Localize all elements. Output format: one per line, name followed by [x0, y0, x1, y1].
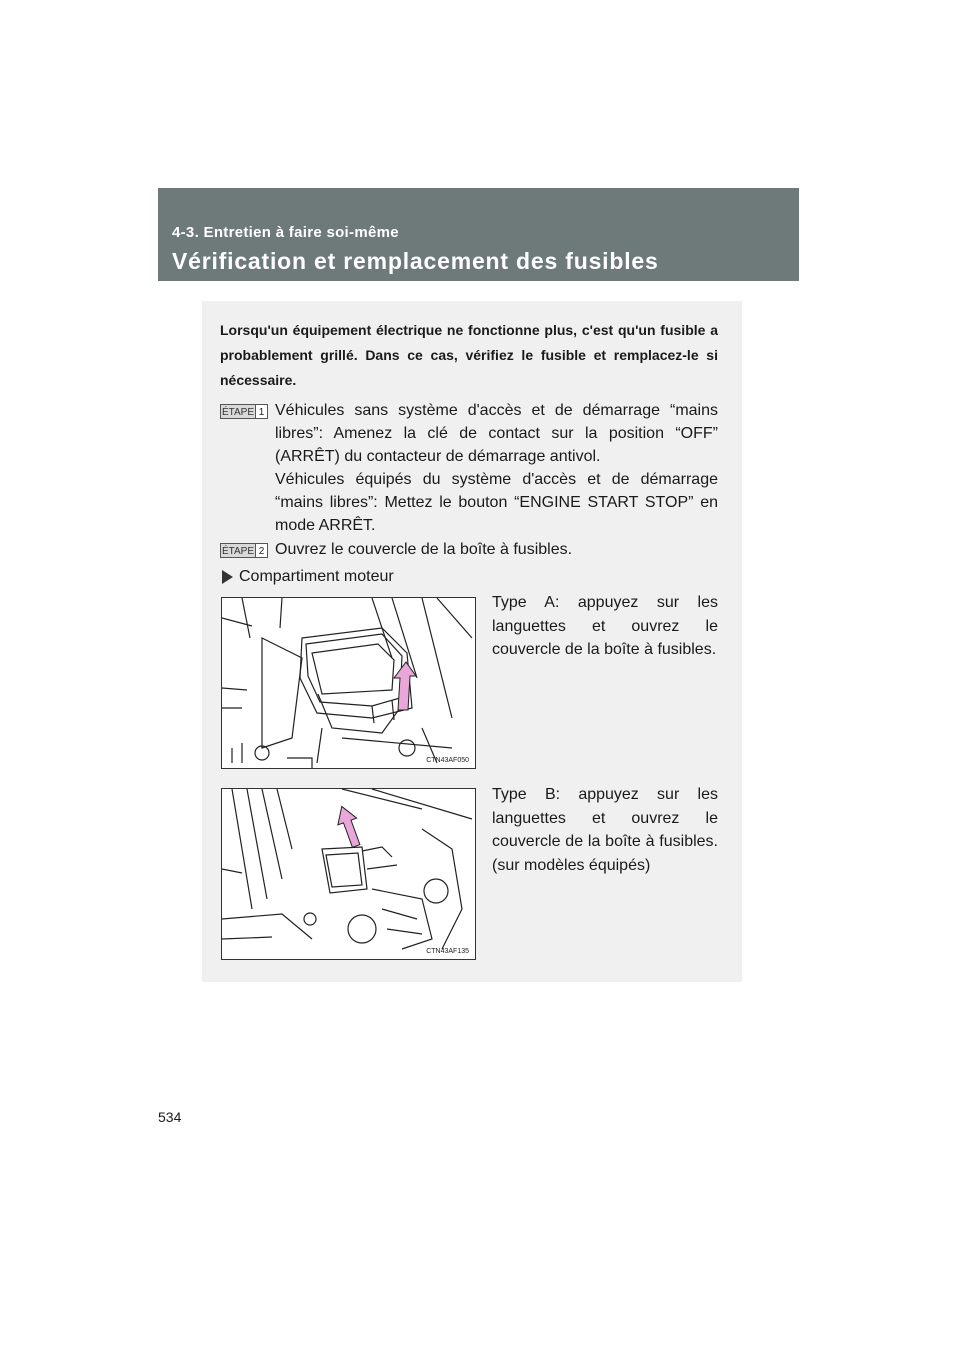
step-badge-label: ÉTAPE: [221, 407, 255, 418]
step-2-text: Ouvrez le couvercle de la boîte à fusibles.: [275, 541, 573, 558]
content-box: [202, 301, 742, 982]
page-title: Vérification et remplacement des fusibles: [172, 248, 659, 274]
page-number: 534: [158, 1109, 182, 1125]
engine-fusebox-illustration-b: [222, 789, 475, 959]
engine-fusebox-illustration-a: [222, 598, 475, 768]
chapter-header: [158, 188, 799, 281]
step-1-text-a: Véhicules sans système d'accès et de démarrage “mains libres”: Amenez la clé de contact sur la position “OFF” (ARRÊT) du contacteur de démarrage antivol.: [275, 402, 718, 465]
figure-code: CTN43AF135: [426, 948, 469, 955]
figure-type-a: [221, 597, 476, 769]
figure-code: CTN43AF050: [426, 757, 469, 764]
step-badge-number: 1: [258, 407, 265, 418]
figure-a-caption: Type A: appuyez sur les languettes et ouvrez le couvercle de la boîte à fusibles.: [492, 594, 718, 658]
subsection-label: Compartiment moteur: [239, 568, 394, 585]
step-2-badge: [220, 543, 268, 558]
subsection-heading: [222, 567, 394, 587]
figure-b-caption: Type B: appuyez sur les languettes et ouvrez le couvercle de la boîte à fusibles. (sur modèles équipés): [492, 786, 718, 874]
step-badge-number: 2: [258, 546, 265, 557]
figure-type-b: [221, 788, 476, 960]
intro-paragraph: Lorsqu'un équipement électrique ne fonctionne plus, c'est qu'un fusible a probablement grillé. Dans ce cas, vérifiez le fusible et remplacez-le si nécessaire.: [220, 322, 718, 388]
step-1-text-b: Véhicules équipés du système d'accès et de démarrage “mains libres”: Mettez le bouton “ENGINE START STOP” en mode ARRÊT.: [275, 471, 718, 534]
step-1-badge: [220, 404, 268, 419]
step-badge-label: ÉTAPE: [221, 546, 255, 557]
section-label: 4-3. Entretien à faire soi-même: [172, 224, 399, 241]
triangle-bullet-icon: [222, 570, 233, 584]
